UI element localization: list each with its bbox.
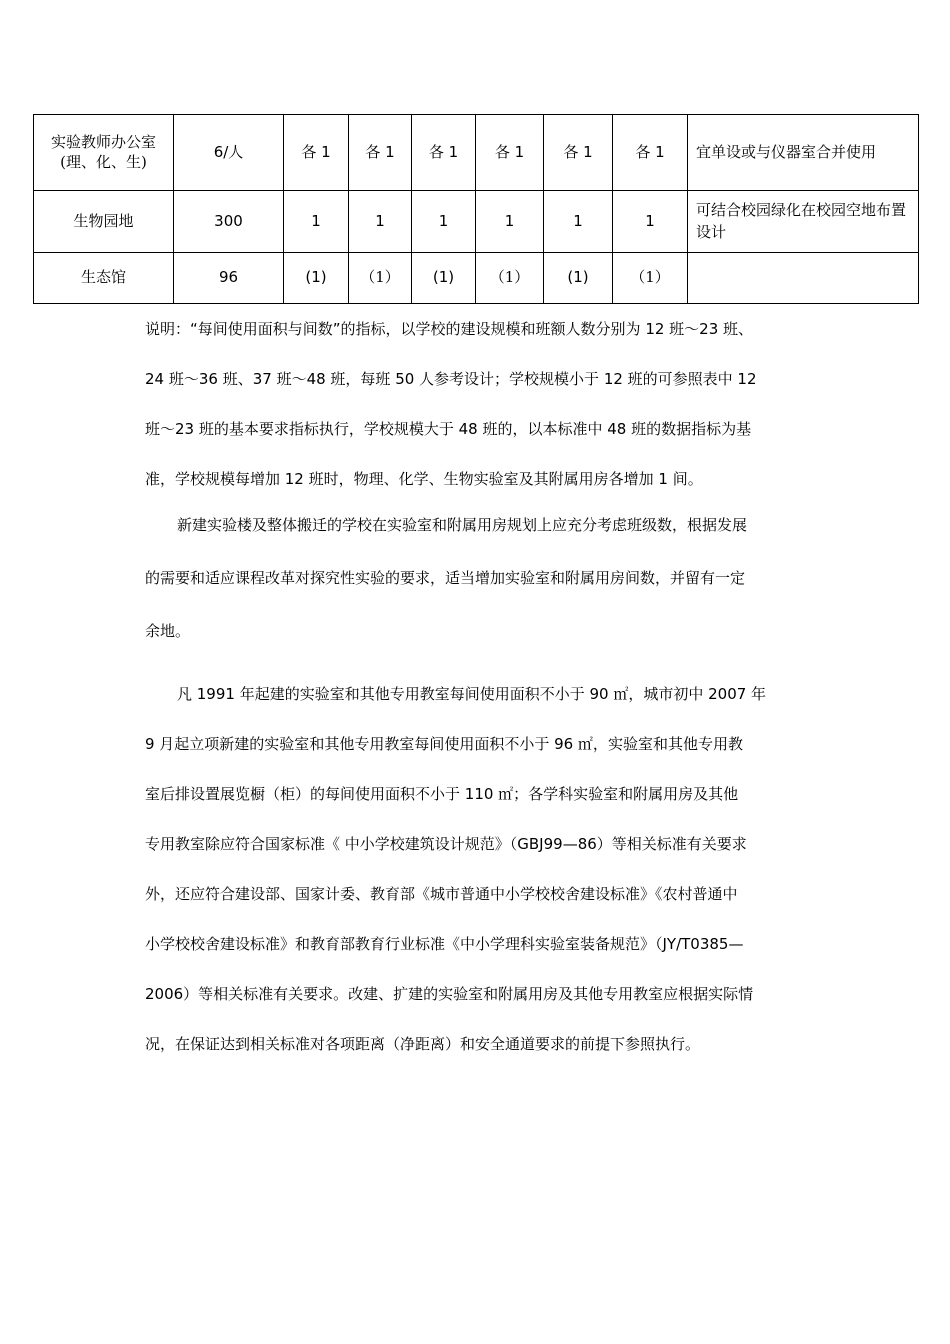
paragraph-line: 班～23 班的基本要求指标执行，学校规模大于 48 班的，以本标准中 48 班的数据指标为基 — [145, 420, 752, 438]
count-cell: 各 1 — [412, 115, 476, 191]
count-cell: 1 — [613, 191, 688, 253]
area-cell: 300 — [174, 191, 284, 253]
area-cell: 96 — [174, 253, 284, 304]
room-name-cell: 生态馆 — [34, 253, 174, 304]
count-cell: 1 — [476, 191, 544, 253]
paragraph-line: 余地。 — [145, 622, 191, 640]
paragraph-line: 外，还应符合建设部、国家计委、教育部《城市普通中小学校校舍建设标准》《农村普通中 — [145, 885, 738, 903]
count-cell: 1 — [544, 191, 613, 253]
count-cell: 各 1 — [349, 115, 412, 191]
table-row — [34, 253, 919, 304]
count-cell: 各 1 — [476, 115, 544, 191]
table-row — [34, 115, 919, 191]
note-cell: 宜单设或与仪器室合并使用 — [688, 115, 919, 191]
paragraph-line: 的需要和适应课程改革对探究性实验的要求，适当增加实验室和附属用房间数，并留有一定 — [145, 569, 746, 587]
paragraph-line: 9 月起立项新建的实验室和其他专用教室每间使用面积不小于 96 ㎡，实验室和其他专用教 — [145, 735, 743, 753]
paragraph-line: 况，在保证达到相关标准对各项距离（净距离）和安全通道要求的前提下参照执行。 — [145, 1035, 701, 1053]
paragraph-line: 新建实验楼及整体搬迁的学校在实验室和附属用房规划上应充分考虑班级数，根据发展 — [177, 516, 748, 534]
new-building-paragraph — [145, 499, 815, 658]
table-row — [34, 191, 919, 253]
count-cell: (1) — [284, 253, 349, 304]
count-cell: (1) — [412, 253, 476, 304]
count-cell: （1） — [476, 253, 544, 304]
paragraph-line: 24 班～36 班、37 班～48 班，每班 50 人参考设计；学校规模小于 12 班的可参照表中 12 — [145, 370, 757, 388]
note-cell — [688, 253, 919, 304]
count-cell: (1) — [544, 253, 613, 304]
count-cell: 1 — [284, 191, 349, 253]
area-cell: 6/人 — [174, 115, 284, 191]
count-cell: 1 — [412, 191, 476, 253]
room-name-cell: 生物园地 — [34, 191, 174, 253]
explanation-paragraph — [145, 304, 815, 504]
paragraph-line: 室后排设置展览橱（柜）的每间使用面积不小于 110 ㎡；各学科实验室和附属用房及其他 — [145, 785, 739, 803]
paragraph-line: 凡 1991 年起建的实验室和其他专用教室每间使用面积不小于 90 ㎡，城市初中 2007 年 — [177, 685, 767, 703]
paragraph-line: 准，学校规模每增加 12 班时，物理、化学、生物实验室及其附属用房各增加 1 间。 — [145, 470, 703, 488]
count-cell: 1 — [349, 191, 412, 253]
count-cell: 各 1 — [544, 115, 613, 191]
area-standard-paragraph — [145, 669, 815, 1069]
paragraph-line: 专用教室除应符合国家标准《 中小学校建筑设计规范》（GBJ99—86）等相关标准有关要求 — [145, 835, 747, 853]
count-cell: 各 1 — [284, 115, 349, 191]
paragraph-line: 2006）等相关标准有关要求。改建、扩建的实验室和附属用房及其他专用教室应根据实际情 — [145, 985, 754, 1003]
count-cell: 各 1 — [613, 115, 688, 191]
room-name-cell: 实验教师办公室 (理、化、生) — [34, 115, 174, 191]
note-cell: 可结合校园绿化在校园空地布置设计 — [688, 191, 919, 253]
paragraph-line: 小学校校舍建设标准》和教育部教育行业标准《中小学理科实验室装备规范》（JY/T0385— — [145, 935, 744, 953]
paragraph-line: 说明：“每间使用面积与间数”的指标，以学校的建设规模和班额人数分别为 12 班～23 班、 — [145, 320, 754, 338]
count-cell: （1） — [349, 253, 412, 304]
count-cell: （1） — [613, 253, 688, 304]
room-spec-table — [33, 114, 919, 304]
